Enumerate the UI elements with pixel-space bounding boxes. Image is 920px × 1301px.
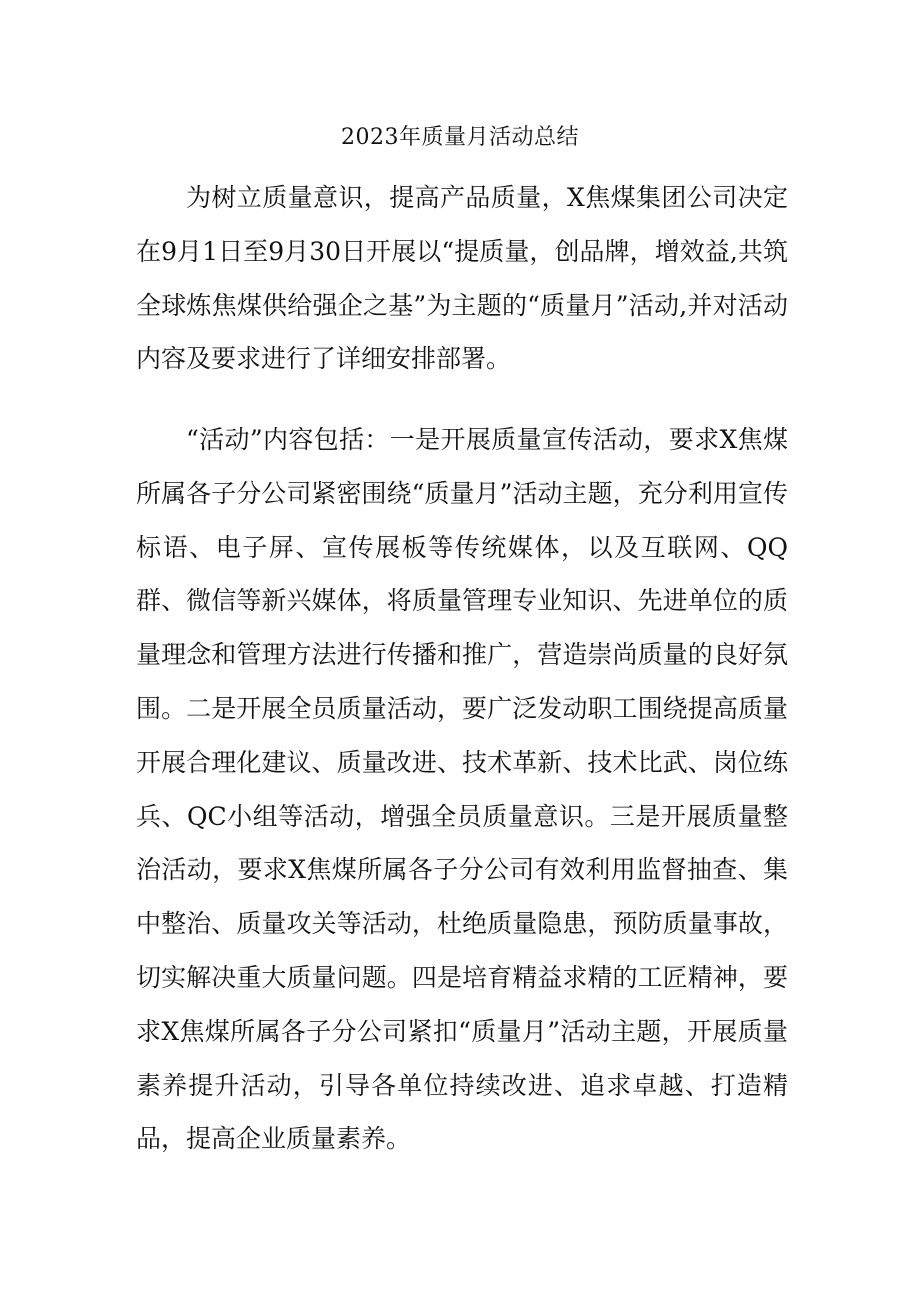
paragraph-intro: 为树立质量意识，提高产品质量，X焦煤集团公司决定在9月1日至9月30日开展以“提质量，创品牌，增效益,共筑全球炼焦煤供给强企之基”为主题的“质量月”活动,并对活动内容及要求进行了详细安排部署。 [136, 183, 788, 374]
document-title: 2023年质量月活动总结 [341, 125, 579, 150]
paragraph-activities: “活动”内容包括：一是开展质量宣传活动，要求X焦煤所属各子分公司紧密围绕“质量月”活动主题，充分利用宣传标语、电子屏、宣传展板等传统媒体，以及互联网、QQ群、微信等新兴媒体，将质量管理专业知识、先进单位的质量理念和管理方法进行传播和推广，营造崇尚质量的良好氛围。二是开展全员质量活动，要广泛发动职工围绕提高质量开展合理化建议、质量改进、技术革新、技术比武、岗位练兵、QC小组等活动，增强全员质量意识。三是开展质量整治活动，要求X焦煤所属各子分公司有效利用监督抽查、集中整治、质量攻关等活动，杜绝质量隐患，预防质量事故，切实解决重大质量问题。四是培育精益求精的工匠精神，要求X焦煤所属各子分公司紧扣“质量月”活动主题，开展质量素养提升活动，引导各单位持续改进、追求卓越、打造精品，提高企业质量素养。 [136, 425, 788, 1154]
